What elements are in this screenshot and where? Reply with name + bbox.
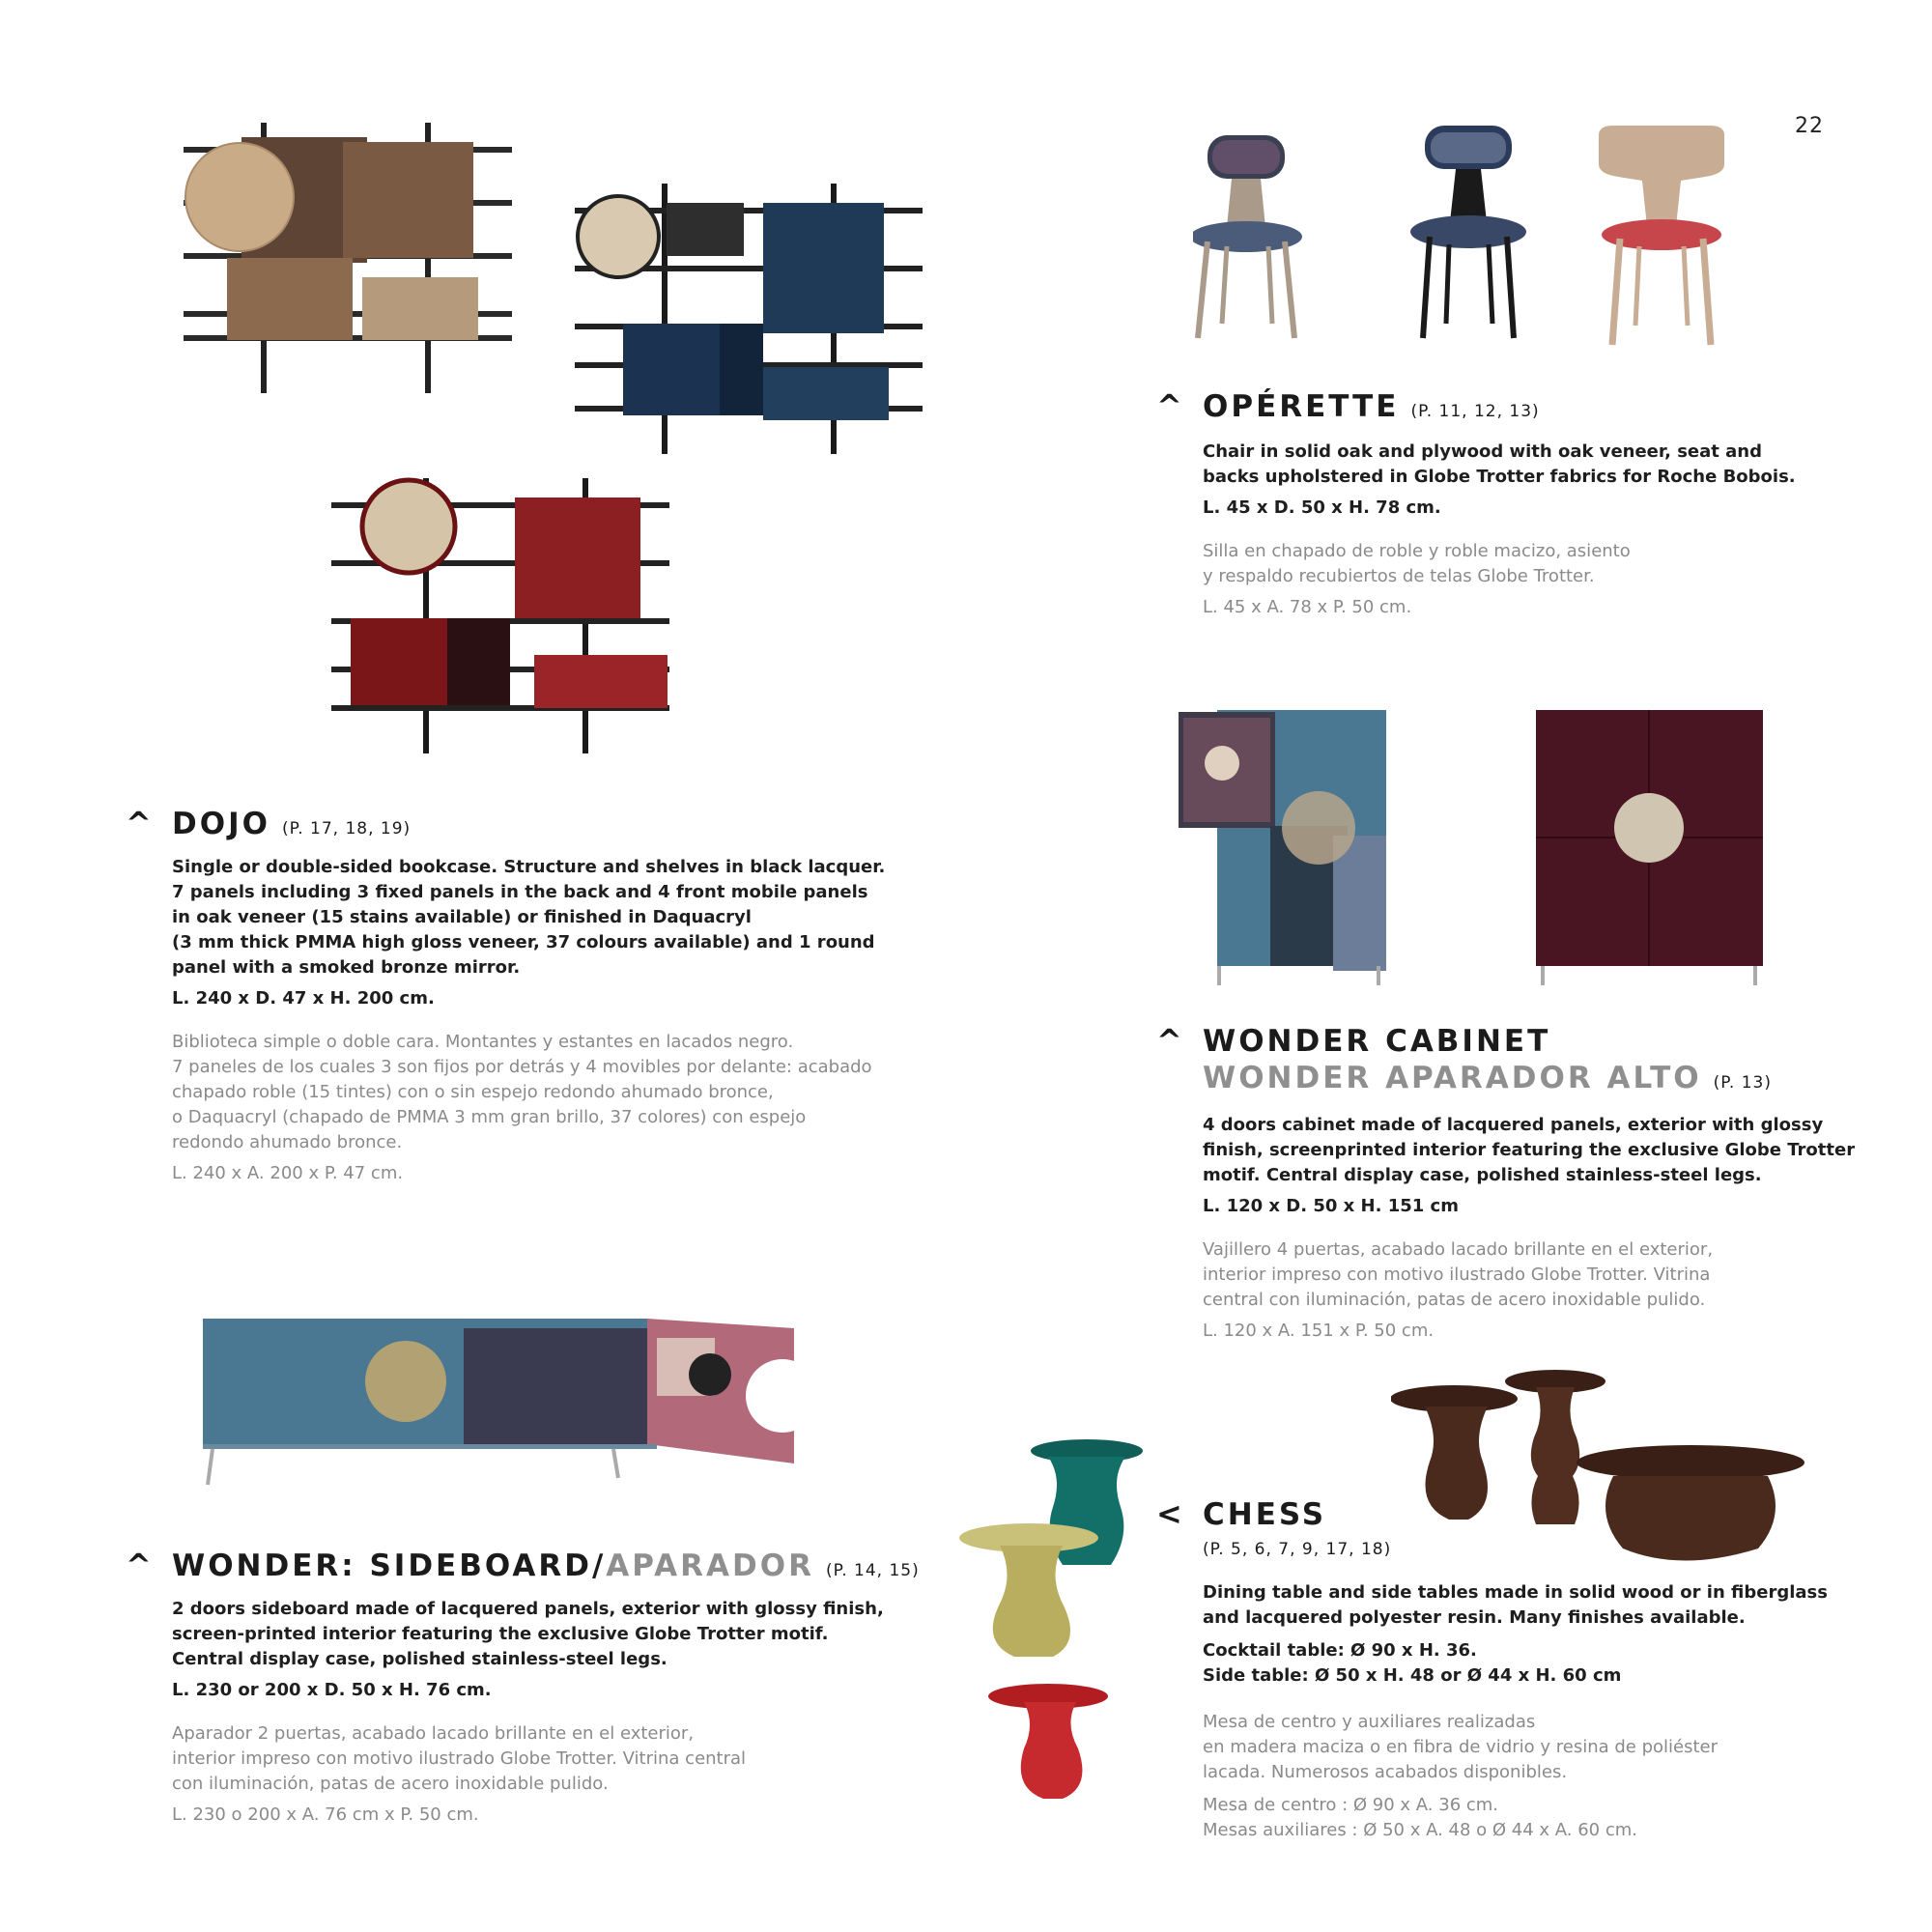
sideboard-es-line: interior impreso con motivo ilustrado Globe Trotter. Vitrina central <box>172 1748 747 1769</box>
sideboard-en-line: Central display case, polished stainless-steel legs. <box>172 1649 668 1669</box>
sideboard-section <box>126 1547 925 1825</box>
sideboard-title: WONDER: SIDEBOARD/ <box>172 1548 607 1583</box>
dojo-description-en <box>172 855 983 980</box>
chess-pages: (P. 5, 6, 7, 9, 17, 18) <box>1203 1540 1392 1559</box>
chevron-up-icon[interactable]: ^ <box>126 1547 152 1583</box>
dojo-title: DOJO <box>172 807 270 841</box>
cabinet-es-line: central con iluminación, patas de acero inoxidable pulido. <box>1203 1290 1706 1310</box>
chess-en-dim-line: Side table: Ø 50 x H. 48 or Ø 44 x H. 60 cm <box>1203 1665 1622 1686</box>
operette-en-line: backs upholstered in Globe Trotter fabrics for Roche Bobois. <box>1203 467 1796 487</box>
sideboard-es-line: con iluminación, patas de acero inoxidable pulido. <box>172 1774 609 1794</box>
sideboard-description-en <box>172 1597 925 1672</box>
chevron-up-icon[interactable]: ^ <box>126 805 152 841</box>
cabinet-title-alt: WONDER APARADOR ALTO <box>1203 1061 1702 1095</box>
operette-section <box>1156 387 1879 617</box>
dojo-title-row <box>126 805 983 841</box>
operette-dimensions-es: L. 45 x A. 78 x P. 50 cm. <box>1203 597 1412 617</box>
cabinet-title: WONDER CABINET <box>1203 1024 1551 1059</box>
chess-es-line: en madera maciza o en fibra de vidrio y resina de poliéster <box>1203 1737 1719 1757</box>
cabinet-subtitle-row <box>1203 1061 1889 1095</box>
cabinet-en-line: finish, screenprinted interior featuring the exclusive Globe Trotter <box>1203 1140 1856 1160</box>
sideboard-es-line: Aparador 2 puertas, acabado lacado brillante en el exterior, <box>172 1723 695 1744</box>
operette-chairs-image <box>1193 121 1753 372</box>
cabinet-dimensions-en: L. 120 x D. 50 x H. 151 cm <box>1203 1196 1459 1216</box>
cabinet-section <box>1156 1022 1889 1341</box>
cabinet-en-line: 4 doors cabinet made of lacquered panels, exterior with glossy <box>1203 1115 1824 1135</box>
sideboard-en-line: 2 doors sideboard made of lacquered panels, exterior with glossy finish, <box>172 1599 884 1619</box>
chess-es-line: lacada. Numerosos acabados disponibles. <box>1203 1762 1568 1782</box>
operette-dimensions-en: L. 45 x D. 50 x H. 78 cm. <box>1203 497 1441 518</box>
chess-es-line: Mesa de centro y auxiliares realizadas <box>1203 1712 1536 1732</box>
dojo-pages: (P. 17, 18, 19) <box>281 819 412 838</box>
wonder-cabinets-image <box>1179 710 1768 985</box>
dojo-en-line: panel with a smoked bronze mirror. <box>172 957 521 978</box>
chevron-up-icon[interactable]: ^ <box>1156 387 1182 424</box>
dojo-en-line: in oak veneer (15 stains available) or finished in Daquacryl <box>172 907 752 927</box>
dojo-es-line: chapado roble (15 tintes) con o sin espejo redondo ahumado bronce, <box>172 1082 774 1102</box>
chess-dimensions-es <box>1203 1793 1889 1843</box>
chess-description-es <box>1203 1710 1889 1785</box>
dojo-es-line: Biblioteca simple o doble cara. Montantes y estantes en lacados negro. <box>172 1032 794 1052</box>
chess-en-line: Dining table and side tables made in solid wood or in fiberglass <box>1203 1582 1828 1603</box>
sideboard-title-alt: APARADOR <box>606 1548 814 1583</box>
chess-dimensions-en <box>1203 1638 1889 1689</box>
wonder-sideboard-image <box>203 1319 807 1492</box>
dojo-oak-bookcase-image <box>184 118 517 398</box>
operette-title: OPÉRETTE <box>1203 389 1400 424</box>
dojo-section <box>126 805 983 1183</box>
operette-es-line: Silla en chapado de roble y roble macizo, asiento <box>1203 541 1631 561</box>
cabinet-es-line: interior impreso con motivo ilustrado Globe Trotter. Vitrina <box>1203 1264 1711 1285</box>
chevron-left-icon[interactable]: < <box>1156 1495 1182 1532</box>
cabinet-es-line: Vajillero 4 puertas, acabado lacado brillante en el exterior, <box>1203 1239 1714 1260</box>
dojo-es-line: o Daquacryl (chapado de PMMA 3 mm gran brillo, 37 colores) con espejo <box>172 1107 807 1127</box>
dojo-dimensions-en: L. 240 x D. 47 x H. 200 cm. <box>172 988 435 1009</box>
chess-en-dim-line: Cocktail table: Ø 90 x H. 36. <box>1203 1640 1477 1661</box>
cabinet-description-es <box>1203 1237 1889 1313</box>
operette-en-line: Chair in solid oak and plywood with oak veneer, seat and <box>1203 441 1762 462</box>
chess-es-dim-line: Mesa de centro : Ø 90 x A. 36 cm. <box>1203 1795 1499 1815</box>
operette-title-row <box>1156 387 1879 424</box>
chess-es-dim-line: Mesas auxiliares : Ø 50 x A. 48 o Ø 44 x A. 60 cm. <box>1203 1820 1637 1840</box>
cabinet-description-en <box>1203 1113 1889 1188</box>
chess-color-tables-image <box>956 1439 1164 1811</box>
chess-en-line: and lacquered polyester resin. Many finishes available. <box>1203 1607 1746 1628</box>
sideboard-dimensions-en: L. 230 or 200 x D. 50 x H. 76 cm. <box>172 1680 492 1700</box>
dojo-description-es <box>172 1030 983 1155</box>
dojo-navy-bookcase-image <box>575 179 927 459</box>
sideboard-pages: (P. 14, 15) <box>825 1561 920 1580</box>
cabinet-pages: (P. 13) <box>1713 1073 1772 1093</box>
cabinet-title-row <box>1156 1022 1889 1059</box>
chevron-up-icon[interactable]: ^ <box>1156 1022 1182 1059</box>
page-number: 22 <box>1795 114 1824 138</box>
dojo-dimensions-es: L. 240 x A. 200 x P. 47 cm. <box>172 1163 404 1183</box>
operette-es-line: y respaldo recubiertos de telas Globe Trotter. <box>1203 566 1595 586</box>
dojo-es-line: 7 paneles de los cuales 3 son fijos por detrás y 4 movibles por delante: acabado <box>172 1057 872 1077</box>
sideboard-title-row <box>126 1547 925 1583</box>
chess-title: CHESS <box>1203 1497 1327 1532</box>
sideboard-description-es <box>172 1721 925 1797</box>
chess-title-row <box>1156 1495 1889 1532</box>
operette-description-es <box>1203 539 1879 589</box>
cabinet-dimensions-es: L. 120 x A. 151 x P. 50 cm. <box>1203 1321 1435 1341</box>
dojo-es-line: redondo ahumado bronce. <box>172 1132 403 1152</box>
dojo-en-line: (3 mm thick PMMA high gloss veneer, 37 colours available) and 1 round <box>172 932 875 952</box>
operette-pages: (P. 11, 12, 13) <box>1410 402 1540 421</box>
chess-description-en <box>1203 1580 1889 1631</box>
operette-description-en <box>1203 440 1879 490</box>
dojo-red-bookcase-image <box>331 473 674 758</box>
dojo-en-line: Single or double-sided bookcase. Structure and shelves in black lacquer. <box>172 857 886 877</box>
dojo-en-line: 7 panels including 3 fixed panels in the back and 4 front mobile panels <box>172 882 868 902</box>
sideboard-dimensions-es: L. 230 o 200 x A. 76 cm x P. 50 cm. <box>172 1804 479 1825</box>
cabinet-en-line: motif. Central display case, polished stainless-steel legs. <box>1203 1165 1762 1185</box>
chess-section <box>1156 1495 1889 1843</box>
sideboard-en-line: screen-printed interior featuring the exclusive Globe Trotter motif. <box>172 1624 829 1644</box>
